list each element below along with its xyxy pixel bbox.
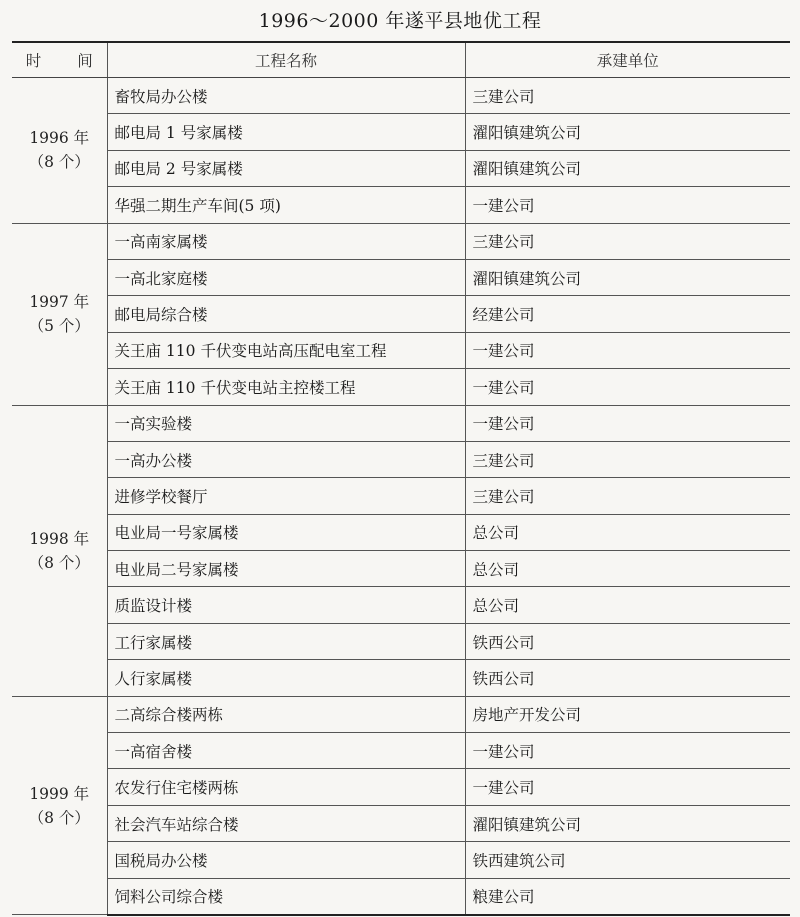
table-row xyxy=(12,551,790,587)
project-name-cell: 二高综合楼两栋 xyxy=(107,696,465,732)
table-row xyxy=(12,150,790,186)
year-cell xyxy=(12,223,107,405)
table-row xyxy=(12,296,790,332)
table-row xyxy=(12,478,790,514)
project-count: （8 个） xyxy=(28,808,90,827)
year-label: 1999 年 xyxy=(29,784,90,803)
project-name-cell: 进修学校餐厅 xyxy=(107,478,465,514)
contractor-cell: 一建公司 xyxy=(465,187,790,223)
year-label: 1998 年 xyxy=(29,529,90,548)
header-project-name: 工程名称 xyxy=(107,42,465,78)
contractor-cell: 经建公司 xyxy=(465,296,790,332)
contractor-cell: 铁西公司 xyxy=(465,623,790,659)
project-count: （5 个） xyxy=(28,317,90,336)
contractor-cell: 一建公司 xyxy=(465,332,790,368)
contractor-cell: 房地产开发公司 xyxy=(465,696,790,732)
contractor-cell: 一建公司 xyxy=(465,369,790,405)
table-row xyxy=(12,805,790,841)
project-count: （8 个） xyxy=(28,553,90,572)
year-cell xyxy=(12,405,107,696)
table-row xyxy=(12,769,790,805)
header-time-char-1: 时 xyxy=(25,52,42,70)
project-name-cell: 质监设计楼 xyxy=(107,587,465,623)
project-name-cell: 电业局二号家属楼 xyxy=(107,551,465,587)
table-row xyxy=(12,660,790,696)
year-label: 1997 年 xyxy=(29,293,90,312)
contractor-cell: 濯阳镇建筑公司 xyxy=(465,805,790,841)
header-contractor: 承建单位 xyxy=(465,42,790,78)
project-name-cell: 一高南家属楼 xyxy=(107,223,465,259)
project-name-cell: 饲料公司综合楼 xyxy=(107,878,465,915)
project-count: （8 个） xyxy=(28,153,90,172)
contractor-cell: 三建公司 xyxy=(465,478,790,514)
contractor-cell: 一建公司 xyxy=(465,733,790,769)
contractor-cell: 铁西建筑公司 xyxy=(465,842,790,878)
contractor-cell: 总公司 xyxy=(465,551,790,587)
table-title: 1996～2000 年遂平县地优工程 xyxy=(258,10,542,32)
project-name-cell: 一高办公楼 xyxy=(107,441,465,477)
project-name-cell: 一高宿舍楼 xyxy=(107,733,465,769)
table-row xyxy=(12,696,790,732)
year-label: 1996 年 xyxy=(29,129,90,148)
header-time xyxy=(12,42,107,78)
project-name-cell: 邮电局 1 号家属楼 xyxy=(107,114,465,150)
table-row xyxy=(12,114,790,150)
project-name-cell: 一高实验楼 xyxy=(107,405,465,441)
contractor-cell: 铁西公司 xyxy=(465,660,790,696)
table-row xyxy=(12,623,790,659)
project-name-cell: 农发行住宅楼两栋 xyxy=(107,769,465,805)
contractor-cell: 一建公司 xyxy=(465,405,790,441)
contractor-cell: 三建公司 xyxy=(465,223,790,259)
project-name-cell: 人行家属楼 xyxy=(107,660,465,696)
table-row xyxy=(12,78,790,114)
project-name-cell: 工行家属楼 xyxy=(107,623,465,659)
table-row xyxy=(12,878,790,915)
project-name-cell: 华强二期生产车间(5 项) xyxy=(107,187,465,223)
table-row xyxy=(12,733,790,769)
table-header-row xyxy=(12,42,790,78)
table-row xyxy=(12,369,790,405)
projects-table xyxy=(12,41,790,916)
header-time-char-2: 间 xyxy=(77,52,93,70)
project-name-cell: 畜牧局办公楼 xyxy=(107,78,465,114)
project-name-cell: 邮电局 2 号家属楼 xyxy=(107,150,465,186)
project-name-cell: 电业局一号家属楼 xyxy=(107,514,465,550)
project-name-cell: 国税局办公楼 xyxy=(107,842,465,878)
project-name-cell: 邮电局综合楼 xyxy=(107,296,465,332)
project-name-cell: 关王庙 110 千伏变电站主控楼工程 xyxy=(107,369,465,405)
table-row xyxy=(12,587,790,623)
contractor-cell: 总公司 xyxy=(465,514,790,550)
year-cell xyxy=(12,78,107,224)
table-row xyxy=(12,259,790,295)
table-row xyxy=(12,441,790,477)
contractor-cell: 濯阳镇建筑公司 xyxy=(465,114,790,150)
table-row xyxy=(12,223,790,259)
table-row xyxy=(12,187,790,223)
project-name-cell: 一高北家庭楼 xyxy=(107,259,465,295)
contractor-cell: 三建公司 xyxy=(465,78,790,114)
contractor-cell: 一建公司 xyxy=(465,769,790,805)
year-cell xyxy=(12,696,107,915)
contractor-cell: 三建公司 xyxy=(465,441,790,477)
table-row xyxy=(12,332,790,368)
table-body xyxy=(12,78,790,915)
project-name-cell: 社会汽车站综合楼 xyxy=(107,805,465,841)
table-row xyxy=(12,842,790,878)
contractor-cell: 濯阳镇建筑公司 xyxy=(465,150,790,186)
table-row xyxy=(12,514,790,550)
project-name-cell: 关王庙 110 千伏变电站高压配电室工程 xyxy=(107,332,465,368)
table-row xyxy=(12,405,790,441)
contractor-cell: 粮建公司 xyxy=(465,878,790,915)
contractor-cell: 濯阳镇建筑公司 xyxy=(465,259,790,295)
contractor-cell: 总公司 xyxy=(465,587,790,623)
